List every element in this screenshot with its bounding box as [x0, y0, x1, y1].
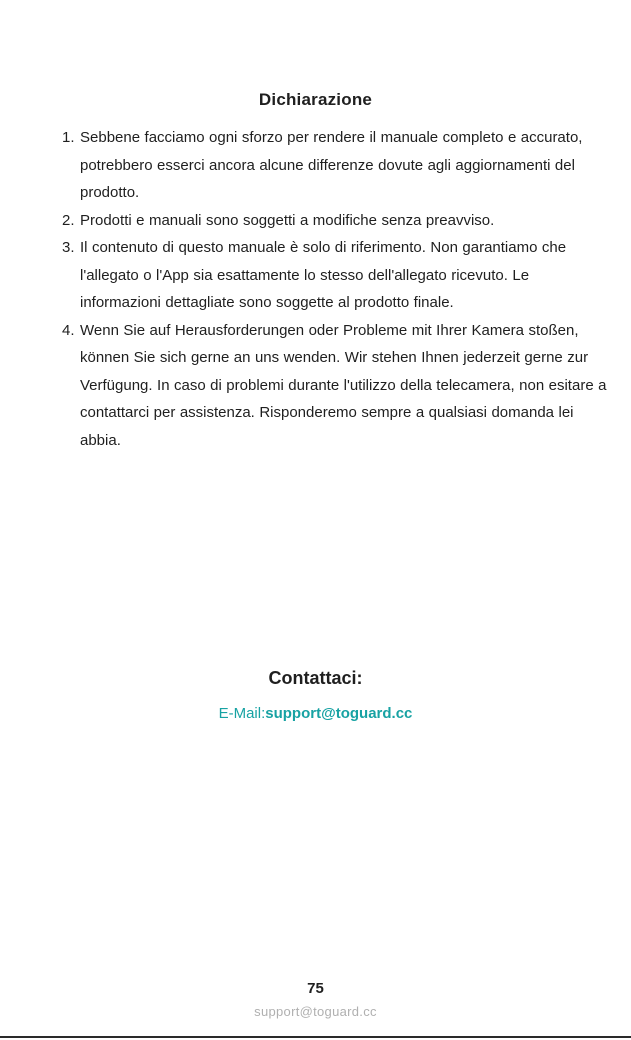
list-item-number: 4. — [62, 321, 75, 339]
contact-line — [0, 705, 631, 722]
contact-heading: Contattaci: — [268, 668, 363, 688]
list-item-text: Sebbene facciamo ogni sforzo per rendere il manuale completo e accurato, potrebbero esserci ancora alcune differenze dovute agli aggiornamenti del prodotto. — [80, 129, 583, 201]
page-title: Dichiarazione — [258, 90, 373, 109]
list-item-text: Wenn Sie auf Herausforderungen oder Probleme mit Ihrer Kamera stoßen, können Sie sich gerne an uns wenden. Wir stehen Ihnen jederzeit gerne zur Verfügung. In caso di problemi durante l'utilizzo della telecamera, non esitare a contattarci per assistenza. Risponderemo sempre a qualsiasi domanda lei abbia. — [80, 321, 607, 449]
email-label: E-Mail: — [218, 705, 266, 722]
footer-email: support@toguard.cc — [254, 1004, 377, 1019]
list-item-number: 2. — [62, 211, 75, 229]
list-item-text: Il contenuto di questo manuale è solo di riferimento. Non garantiamo che l'allegato o l'App sia esattamente lo stesso dell'allegato ricevuto. Le informazioni dettagliate sono soggette al prodotto finale. — [80, 239, 567, 311]
list-item — [62, 207, 607, 235]
list-item-number: 1. — [62, 129, 75, 146]
declaration-list — [62, 124, 607, 454]
list-item-text: Prodotti e manuali sono soggetti a modifiche senza preavviso. — [80, 211, 495, 229]
list-item-number: 3. — [62, 239, 75, 256]
list-item — [62, 234, 607, 317]
bottom-divider — [0, 1036, 631, 1038]
list-item — [62, 124, 607, 207]
contact-email-link[interactable]: support@toguard.cc — [265, 705, 413, 722]
page-number: 75 — [307, 980, 324, 997]
list-item — [62, 317, 607, 455]
